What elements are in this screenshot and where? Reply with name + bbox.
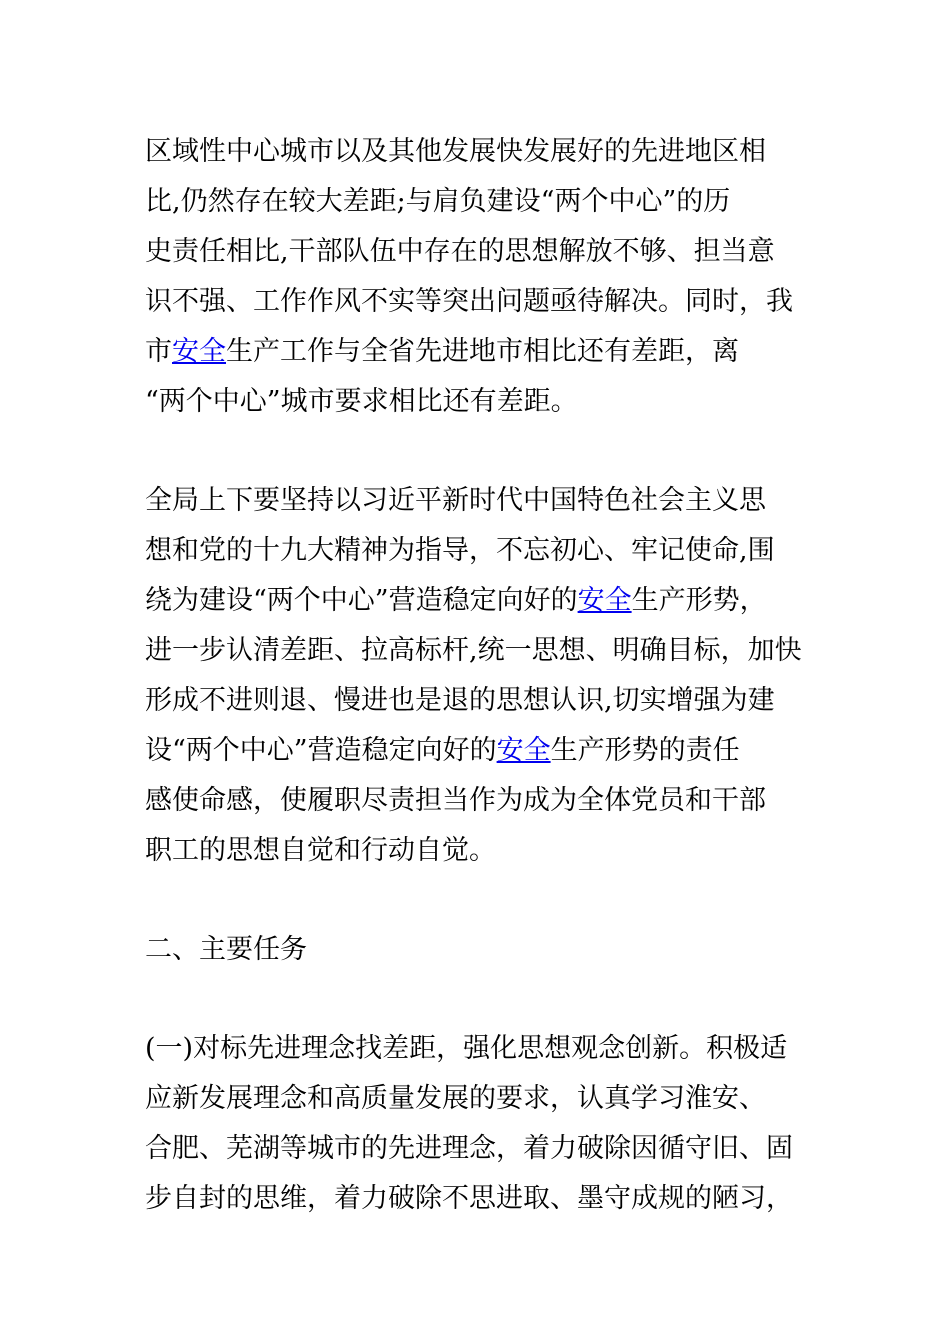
text-line: [145, 327, 815, 377]
text-segment: (一)对标先进理念找差距，强化思想观念创新。积极适: [145, 1033, 788, 1064]
text-segment: 绕为建设“两个中心”营造稳定向好的: [145, 585, 578, 616]
document-body: [145, 127, 815, 1273]
text-segment: 想和党的十九大精神为指导，不忘初心、牢记使命,围: [145, 535, 775, 566]
safety-link[interactable]: 安全: [172, 336, 226, 367]
text-segment: 形成不进则退、慢进也是退的思想认识,切实增强为建: [145, 685, 775, 716]
text-line: [145, 726, 815, 776]
text-segment: 区域性中心城市以及其他发展快发展好的先进地区相: [145, 136, 766, 167]
text-line: [145, 127, 815, 177]
safety-link[interactable]: 安全: [577, 585, 632, 616]
text-segment: 生产工作与全省先进地市相比还有差距，离: [226, 336, 739, 367]
safety-link[interactable]: 安全: [496, 735, 551, 766]
text-line: [145, 676, 815, 726]
text-line: [145, 1124, 815, 1174]
text-segment: 史责任相比,干部队伍中存在的思想解放不够、担当意: [145, 236, 775, 267]
paragraph: [145, 476, 815, 876]
paragraph: [145, 127, 815, 427]
text-line: [145, 1074, 815, 1124]
text-line: [145, 476, 815, 526]
text-segment: 设“两个中心”营造稳定向好的: [145, 735, 497, 766]
text-segment: 步自封的思维，着力破除不思进取、墨守成规的陋习，: [145, 1183, 793, 1214]
text-line: [145, 626, 815, 676]
text-segment: 比,仍然存在较大差距;与肩负建设“两个中心”的历: [145, 186, 731, 217]
text-line: [145, 826, 815, 876]
text-line: [145, 925, 815, 975]
text-line: [145, 526, 815, 576]
text-segment: 职工的思想自觉和行动自觉。: [145, 835, 496, 866]
text-segment: 市: [145, 336, 172, 367]
text-segment: 识不强、工作作风不实等突出问题亟待解决。同时，我: [145, 286, 793, 317]
text-segment: 应新发展理念和高质量发展的要求，认真学习淮安、: [145, 1083, 766, 1114]
text-line: [145, 1024, 815, 1074]
paragraph: [145, 1024, 815, 1224]
text-line: [145, 1174, 815, 1224]
text-line: [145, 227, 815, 277]
text-line: [145, 776, 815, 826]
text-line: [145, 177, 815, 227]
paragraph: [145, 925, 815, 975]
text-segment: 生产形势的责任: [550, 735, 740, 766]
text-segment: 生产形势，: [631, 585, 767, 616]
text-segment: 合肥、芜湖等城市的先进理念，着力破除因循守旧、固: [145, 1133, 793, 1164]
text-line: [145, 377, 815, 427]
text-segment: 感使命感，使履职尽责担当作为成为全体党员和干部: [145, 785, 766, 816]
text-segment: “两个中心”城市要求相比还有差距。: [145, 386, 578, 417]
text-line: [145, 576, 815, 626]
text-segment: 进一步认清差距、拉高标杆,统一思想、明确目标，加快: [145, 635, 802, 666]
text-segment: 全局上下要坚持以习近平新时代中国特色社会主义思: [145, 485, 766, 516]
text-line: [145, 277, 815, 327]
text-segment: 二、主要任务: [145, 934, 307, 965]
